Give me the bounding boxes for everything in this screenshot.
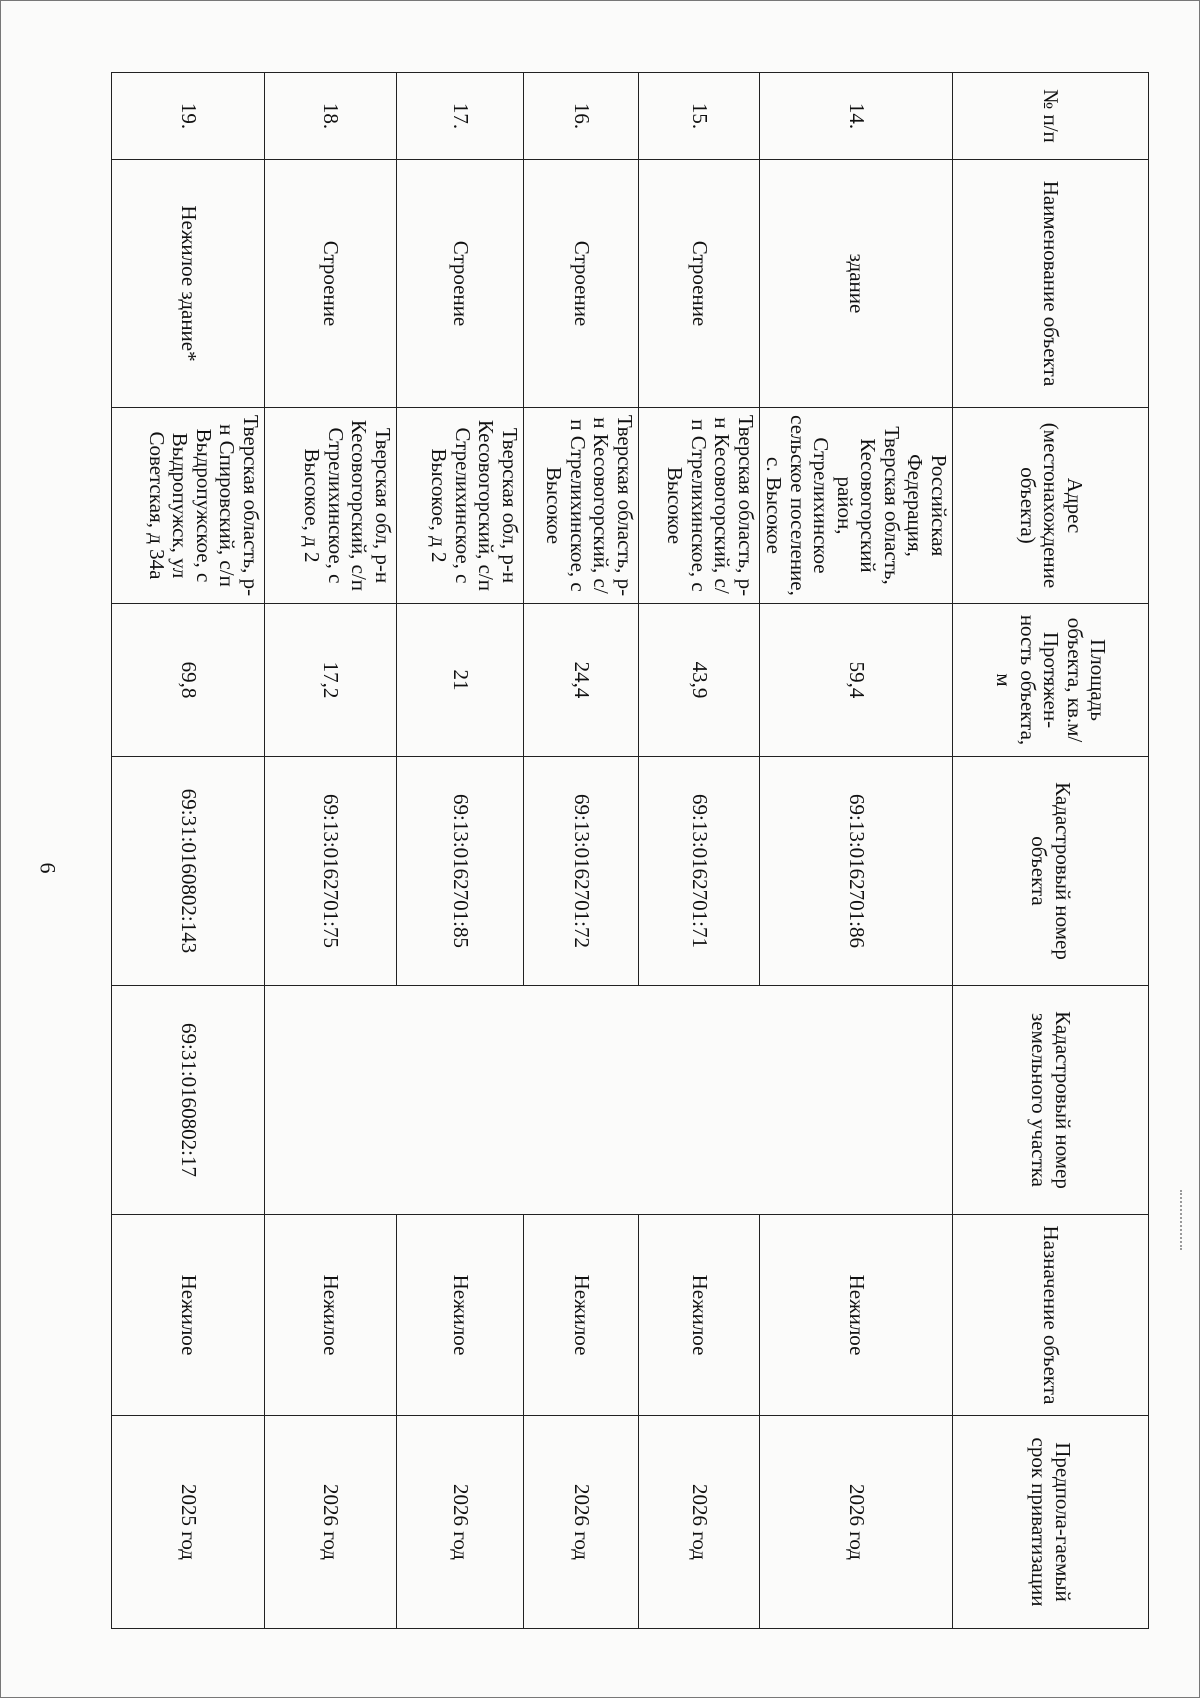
cell-area: 43,9 (638, 604, 759, 757)
cell-name: Нежилое здание* (111, 160, 264, 408)
cell-num: 19. (111, 73, 264, 160)
cell-cadastral-land-merged (264, 986, 952, 1215)
cell-area: 17,2 (264, 604, 396, 757)
header-name: Наименование объекта (953, 160, 1149, 408)
table-row (396, 73, 523, 1629)
cell-term: 2026 год (759, 1416, 952, 1629)
cell-area: 24,4 (523, 604, 638, 757)
cell-cadastral-land: 69:31:0160802:17 (111, 986, 264, 1215)
cell-purpose: Нежилое (396, 1215, 523, 1416)
cell-num: 18. (264, 73, 396, 160)
header-cadastral-land: Кадастровый номер земельного участка (953, 986, 1149, 1215)
cell-cadastral-object: 69:13:0162701:85 (396, 757, 523, 986)
cell-cadastral-object: 69:13:0162701:71 (638, 757, 759, 986)
header-row (953, 73, 1149, 1629)
cell-term: 2026 год (523, 1416, 638, 1629)
header-term: Предпола-гаемый срок приватизации (953, 1416, 1149, 1629)
header-num: № п/п (953, 73, 1149, 160)
rotated-table-container (117, 72, 1149, 1628)
cell-address: Тверская область, р-н Кесовогорский, с/п Стрелихинское, с Высокое (523, 408, 638, 604)
cell-purpose: Нежилое (523, 1215, 638, 1416)
cell-purpose: Нежилое (264, 1215, 396, 1416)
cell-area: 21 (396, 604, 523, 757)
cell-area: 69,8 (111, 604, 264, 757)
cell-term: 2026 год (638, 1416, 759, 1629)
cell-name: Строение (396, 160, 523, 408)
header-purpose: Назначение объекта (953, 1215, 1149, 1416)
page-number: 6 (35, 862, 61, 874)
table-row (638, 73, 759, 1629)
cell-cadastral-object: 69:13:0162701:72 (523, 757, 638, 986)
cell-address: Тверская обл, р-н Кесовогорский, с/п Стрелихинское, с Высокое, д 2 (396, 408, 523, 604)
header-address: Адрес (местонахождение объекта) (953, 408, 1149, 604)
cell-name: Строение (638, 160, 759, 408)
cell-purpose: Нежилое (759, 1215, 952, 1416)
cell-purpose: Нежилое (111, 1215, 264, 1416)
cell-cadastral-object: 69:31:0160802:143 (111, 757, 264, 986)
cell-address: Тверская область, р-н Кесовогорский, с/п Стрелихинское, с Высокое (638, 408, 759, 604)
header-cadastral-object: Кадастровый номер объекта (953, 757, 1149, 986)
cell-term: 2026 год (396, 1416, 523, 1629)
cell-term: 2026 год (264, 1416, 396, 1629)
table-row (264, 73, 396, 1629)
cell-name: Строение (523, 160, 638, 408)
cell-purpose: Нежилое (638, 1215, 759, 1416)
cell-name: Строение (264, 160, 396, 408)
cell-cadastral-object: 69:13:0162701:86 (759, 757, 952, 986)
table-row (523, 73, 638, 1629)
cell-address: Тверская обл, р-н Кесовогорский, с/п Стрелихинское, с Высокое, д 2 (264, 408, 396, 604)
cell-term: 2025 год (111, 1416, 264, 1629)
cell-address: Тверская область, р-н Спировский, с/п Выдропужское, с Выдропужск, ул Советская, д 34а (111, 408, 264, 604)
cell-address: Российская Федерация, Тверская область, Кесовогорский район, Стрелихинское сельское поселение, с. Высокое (759, 408, 952, 604)
cell-name: здание (759, 160, 952, 408)
cell-num: 14. (759, 73, 952, 160)
cell-num: 17. (396, 73, 523, 160)
cell-num: 16. (523, 73, 638, 160)
cell-cadastral-object: 69:13:0162701:75 (264, 757, 396, 986)
privatization-table (111, 72, 1149, 1629)
cell-num: 15. (638, 73, 759, 160)
cell-area: 59,4 (759, 604, 952, 757)
margin-mark (1180, 1190, 1184, 1250)
table-row (111, 73, 264, 1629)
header-area: Площадь объекта, кв.м/ Протяжен-ность объекта, м (953, 604, 1149, 757)
table-row (759, 73, 952, 1629)
